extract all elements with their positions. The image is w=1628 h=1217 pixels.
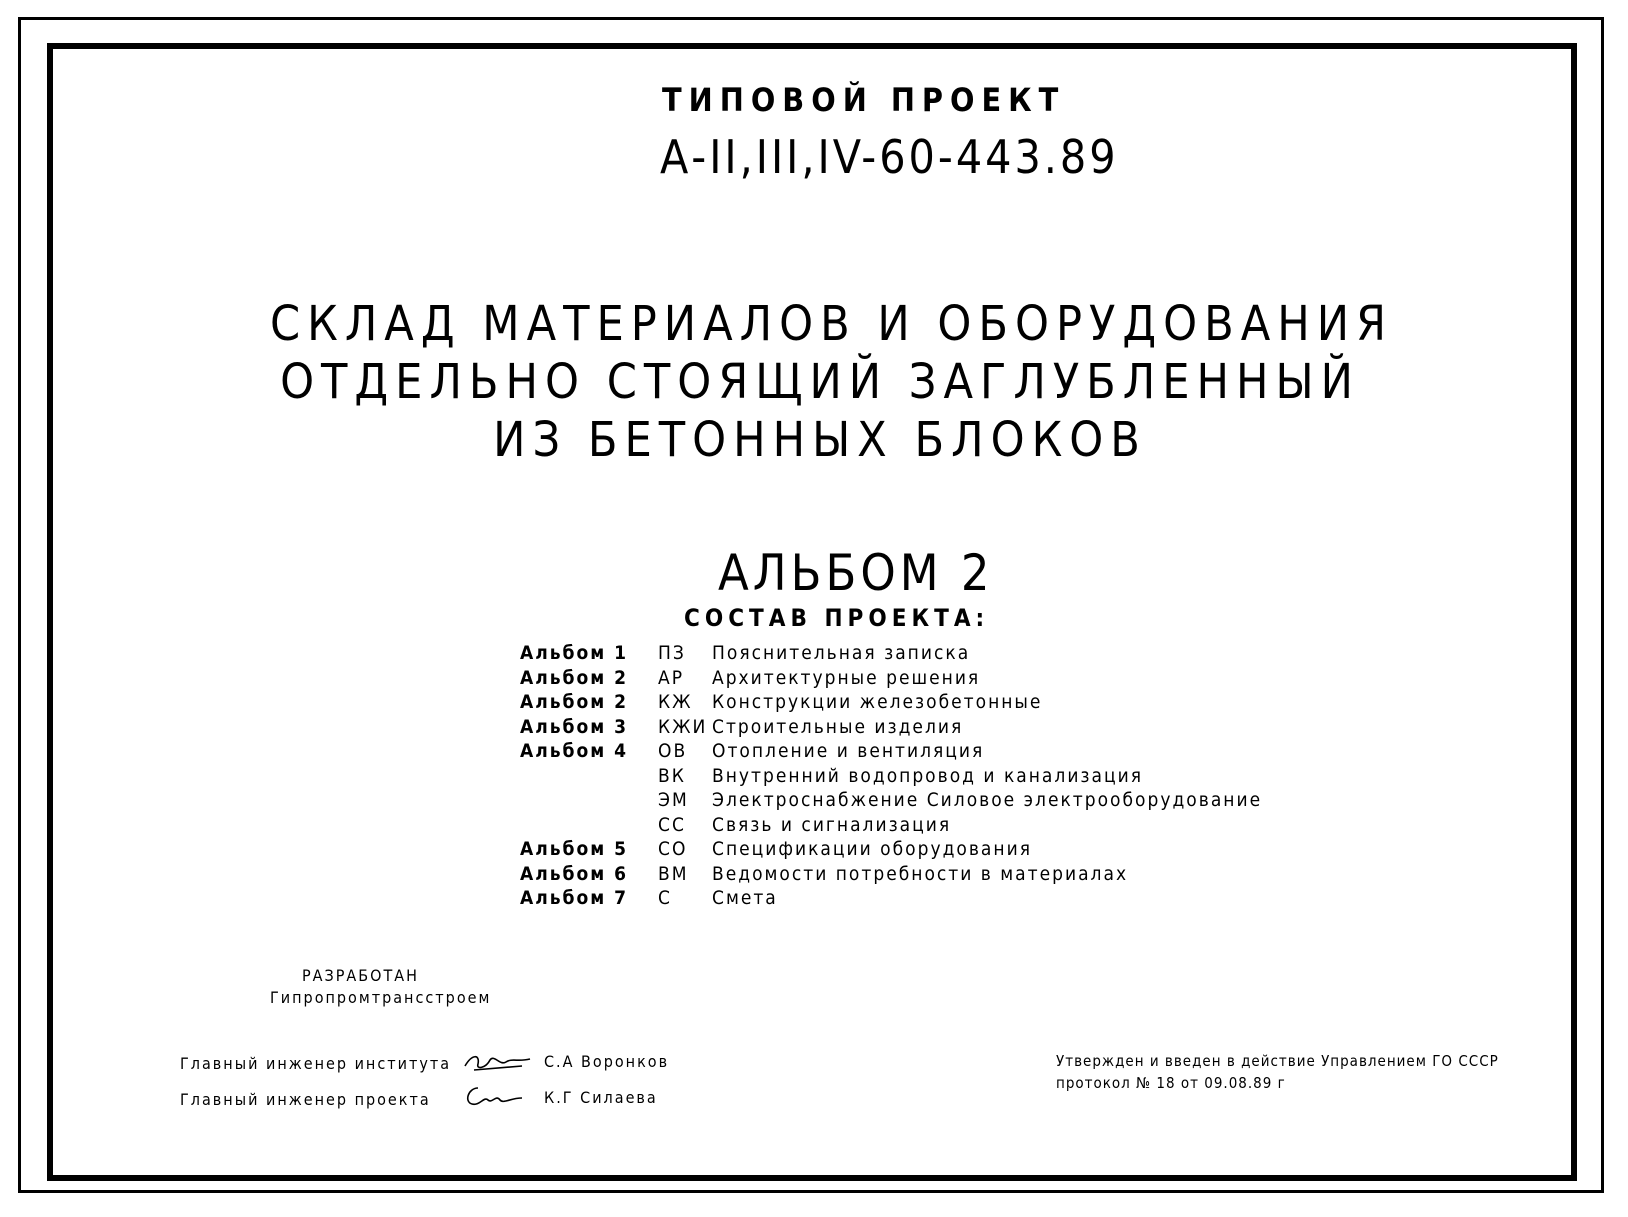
composition-code: ВК bbox=[658, 764, 686, 787]
composition-title: Спецификации оборудования bbox=[712, 838, 1032, 860]
composition-heading: СОСТАВ ПРОЕКТА: bbox=[684, 604, 990, 632]
composition-title: Отопление и вентиляция bbox=[712, 740, 985, 762]
composition-code: СС bbox=[658, 813, 686, 836]
developer-org: Гипропромтрансстроем bbox=[270, 988, 492, 1007]
composition-album: Альбом 6 bbox=[520, 862, 629, 885]
chief-engineer-project-role: Главный инженер проекта bbox=[180, 1090, 431, 1109]
chief-engineer-institute-name: С.А Воронков bbox=[544, 1052, 670, 1071]
composition-album: Альбом 4 bbox=[520, 740, 629, 762]
composition-title: Архитектурные решения bbox=[712, 666, 981, 689]
composition-code: ПЗ bbox=[658, 642, 686, 664]
composition-album: Альбом 5 bbox=[520, 838, 629, 860]
composition-title: Пояснительная записка bbox=[712, 642, 971, 664]
title-line-1: СКЛАД МАТЕРИАЛОВ И ОБОРУДОВАНИЯ bbox=[270, 296, 1394, 352]
approval-line-2: протокол № 18 от 09.08.89 г bbox=[1056, 1074, 1286, 1092]
composition-title: Ведомости потребности в материалах bbox=[712, 862, 1129, 885]
composition-code: СО bbox=[658, 838, 688, 860]
composition-title: Строительные изделия bbox=[712, 715, 964, 738]
signature-silaeva bbox=[462, 1082, 524, 1110]
signature-voronkov bbox=[462, 1050, 534, 1074]
composition-code: С bbox=[658, 887, 672, 909]
composition-album: Альбом 3 bbox=[520, 715, 629, 738]
composition-album: Альбом 1 bbox=[520, 642, 629, 664]
composition-code: КЖ bbox=[658, 691, 693, 713]
developer-label: РАЗРАБОТАН bbox=[302, 966, 419, 985]
composition-album: Альбом 7 bbox=[520, 887, 629, 909]
composition-code: ВМ bbox=[658, 862, 689, 885]
composition-code: ОВ bbox=[658, 740, 688, 762]
composition-album: Альбом 2 bbox=[520, 666, 629, 689]
composition-title: Внутренний водопровод и канализация bbox=[712, 764, 1144, 787]
composition-code: КЖИ bbox=[658, 715, 708, 738]
chief-engineer-institute-role: Главный инженер института bbox=[180, 1054, 452, 1073]
approval-line-1: Утвержден и введен в действие Управлением ГО СССР bbox=[1056, 1052, 1499, 1070]
composition-code: АР bbox=[658, 666, 684, 689]
album-label: АЛЬБОМ 2 bbox=[718, 544, 994, 602]
project-code: А-II,III,IV-60-443.89 bbox=[660, 130, 1119, 184]
title-line-3: ИЗ БЕТОННЫХ БЛОКОВ bbox=[493, 412, 1147, 468]
title-line-2: ОТДЕЛЬНО СТОЯЩИЙ ЗАГЛУБЛЕННЫЙ bbox=[280, 354, 1360, 410]
composition-code: ЭМ bbox=[658, 789, 689, 811]
composition-title: Смета bbox=[712, 887, 778, 909]
composition-title: Связь и сигнализация bbox=[712, 813, 952, 836]
chief-engineer-project-name: К.Г Силаева bbox=[544, 1088, 658, 1107]
stamp-typical-project: ТИПОВОЙ ПРОЕКТ bbox=[662, 81, 1066, 119]
composition-title: Конструкции железобетонные bbox=[712, 691, 1043, 713]
composition-album: Альбом 2 bbox=[520, 691, 629, 713]
composition-title: Электроснабжение Силовое электрооборудование bbox=[712, 789, 1263, 811]
